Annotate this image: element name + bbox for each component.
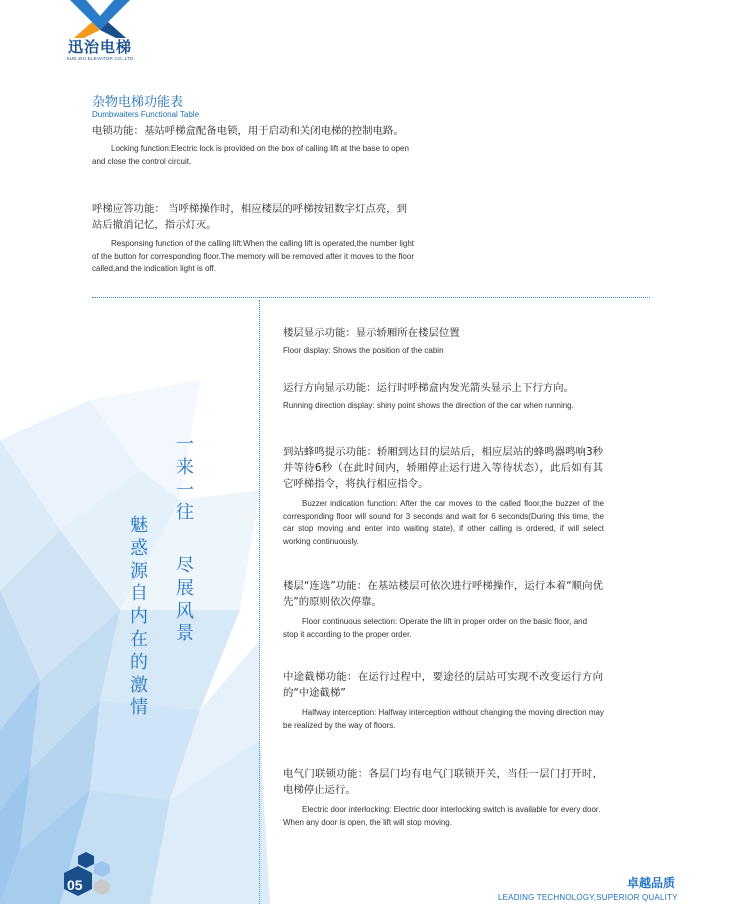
- slogan-column-3: [128, 515, 150, 720]
- footer-tagline-en: LEADING TECHNOLOGY,SUPERIOR QUALITY: [498, 893, 678, 902]
- door-interlocking-cn: 电气门联锁功能：各层门均有电气门联锁开关，当任一层门打开时，电梯停止运行。: [283, 768, 603, 796]
- continuous-selection-cn: 楼层“连选”功能：在基站楼层可依次进行呼梯操作，运行本着“顺向优先”的原则依次停靠。: [283, 580, 603, 608]
- slogan-col2-text: 尽展风景: [176, 555, 194, 645]
- slogan-column-1: [174, 434, 196, 525]
- page-number-hexagons-icon: [56, 852, 120, 904]
- slogan-col1-text: 一来一往: [176, 434, 194, 524]
- call-response-en: Responsing function of the calling lift:When the calling lift is operated,the number light of the button for corresponding floor.The memory will be removed after it moves to the floor called,and the indication light is off.: [92, 239, 414, 273]
- page-number: 05: [67, 877, 83, 893]
- vertical-divider: [259, 300, 260, 904]
- locking-function-en: Locking function:Electric lock is provided on the box of calling lift at the base to open and close the control circuit.: [92, 144, 409, 166]
- locking-function-cn: 电锁功能：基站呼梯盒配备电锁，用于启动和关闭电梯的控制电路。: [92, 125, 404, 137]
- section-title: 杂物电梯功能表: [92, 95, 184, 110]
- logo-name-en: XUN ZHI ELEVATOR CO.,LTD: [66, 56, 134, 61]
- buzzer-indication-cn: 到站蜂鸣提示功能：轿厢到达目的层站后，相应层站的蜂鸣器鸣响3秒并等待6秒（在此时间内，轿厢停止运行进入等待状态），此后如有其它呼梯指令，将执行相应指令。: [283, 446, 603, 490]
- slogan-column-2: [174, 555, 196, 646]
- halfway-interception-cn: 中途截梯功能：在运行过程中，要途径的层站可实现不改变运行方向的“中途截梯”: [283, 671, 603, 699]
- call-response-cn: 呼梯应答功能： 当呼梯操作时，相应楼层的呼梯按钮数字灯点亮，到站后撤消记忆，指示灯灭。: [92, 203, 408, 231]
- continuous-selection-en: Floor continuous selection: Operate the lift in proper order on the basic floor, and stop it according to the proper order.: [283, 617, 588, 639]
- running-direction-cn: 运行方向显示功能：运行时呼梯盒内发光箭头显示上下行方向。: [283, 382, 574, 394]
- floor-display-cn: 楼层显示功能：显示轿厢所在楼层位置: [283, 327, 460, 339]
- running-direction-en: Running direction display: shiny point shows the direction of the car when running.: [283, 401, 574, 410]
- section-subtitle: Dumbwaiters Functional Table: [92, 110, 200, 119]
- door-interlocking-en: Electric door interlocking: Electric door interlocking switch is available for every door. When any door is open, the lift will stop moving.: [283, 805, 601, 827]
- buzzer-indication-en: Buzzer indication function: After the car moves to the called floor,the buzzer of the corresponding floor will sound for 3 seconds and wait for 6 seconds(During this time, the car stop moving and enter into waiting state), if other calling is ordered, if will select working continuously.: [283, 499, 604, 546]
- floor-display-en: Floor display: Shows the position of the cabin: [283, 346, 444, 355]
- logo-mark-icon: [70, 0, 130, 38]
- company-logo: [60, 0, 140, 66]
- slogan-col3-text: 魅惑源自内在的激情: [130, 515, 148, 719]
- horizontal-divider: [92, 297, 650, 298]
- halfway-interception-en: Halfway interception: Halfway interception without changing the moving direction may be realized by the way of floors.: [283, 708, 604, 730]
- footer-tagline-cn: 卓越品质: [627, 876, 676, 890]
- logo-name-cn: 迅治电梯: [67, 38, 132, 56]
